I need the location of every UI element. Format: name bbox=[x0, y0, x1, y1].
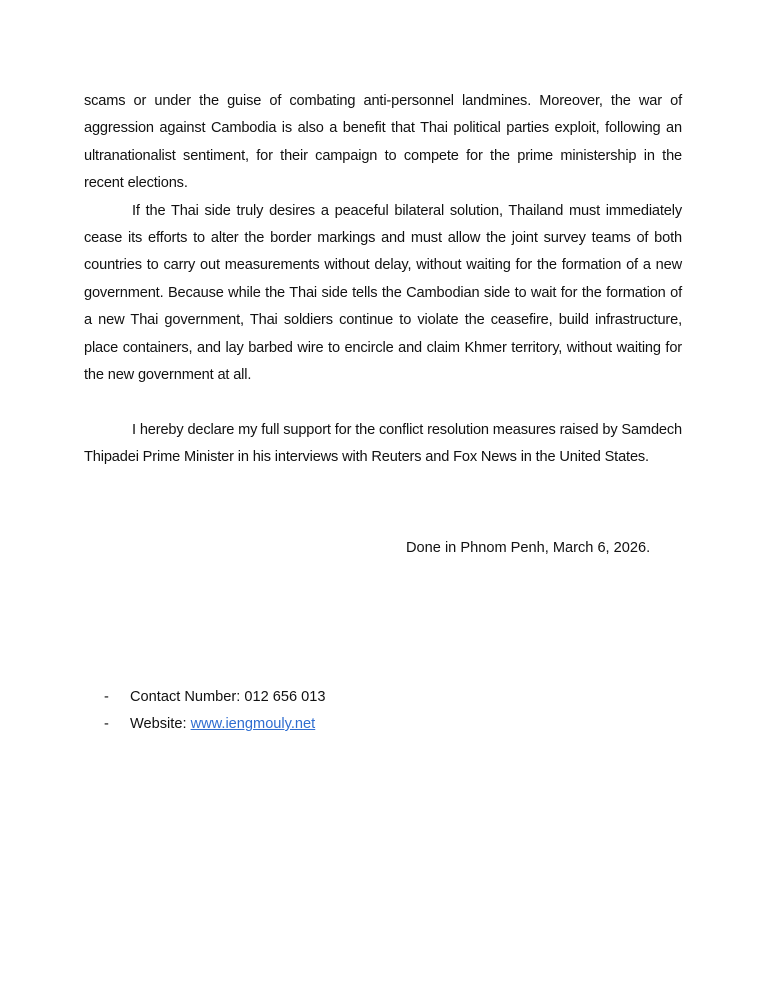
contact-phone-value: 012 656 013 bbox=[244, 689, 326, 705]
paragraph-continuation: scams or under the guise of combating anti-personnel landmines. Moreover, the war of aggression against Cambodia is also a benefit that Thai political parties exploit, following an ultranationalist sentiment, for their campaign to compete for the prime ministership in the recent elections. bbox=[84, 93, 682, 192]
paragraph-peaceful-solution: If the Thai side truly desires a peaceful bilateral solution, Thailand must immediately cease its efforts to alter the border markings and must allow the joint survey teams of both countries to carry out measurements without delay, without waiting for the formation of a new government. Because while the Thai side tells the Cambodian side to wait for the formation of a new Thai government, Thai soldiers continue to violate the ceasefire, build infrastructure, place containers, and lay barbed wire to encircle and claim Khmer territory, without waiting for the new government at all. bbox=[84, 202, 682, 384]
website-link[interactable]: www.iengmouly.net bbox=[190, 716, 316, 732]
contact-item-website bbox=[104, 711, 326, 738]
contact-website-label: Website: bbox=[130, 716, 191, 732]
signoff-place-date: Done in Phnom Penh, March 6, 2026. bbox=[406, 540, 651, 556]
paragraph-spacer bbox=[84, 389, 682, 416]
paragraph-declaration: I hereby declare my full support for the conflict resolution measures raised by Samdech Thipadei Prime Minister in his interviews with Reuters and Fox News in the United States. bbox=[84, 421, 682, 466]
contact-phone-label: Contact Number: bbox=[130, 689, 245, 705]
document-body bbox=[84, 88, 682, 472]
contact-list bbox=[104, 684, 326, 738]
bullet-dash: - bbox=[104, 716, 109, 732]
contact-item-phone bbox=[104, 684, 326, 711]
bullet-dash: - bbox=[104, 689, 109, 705]
